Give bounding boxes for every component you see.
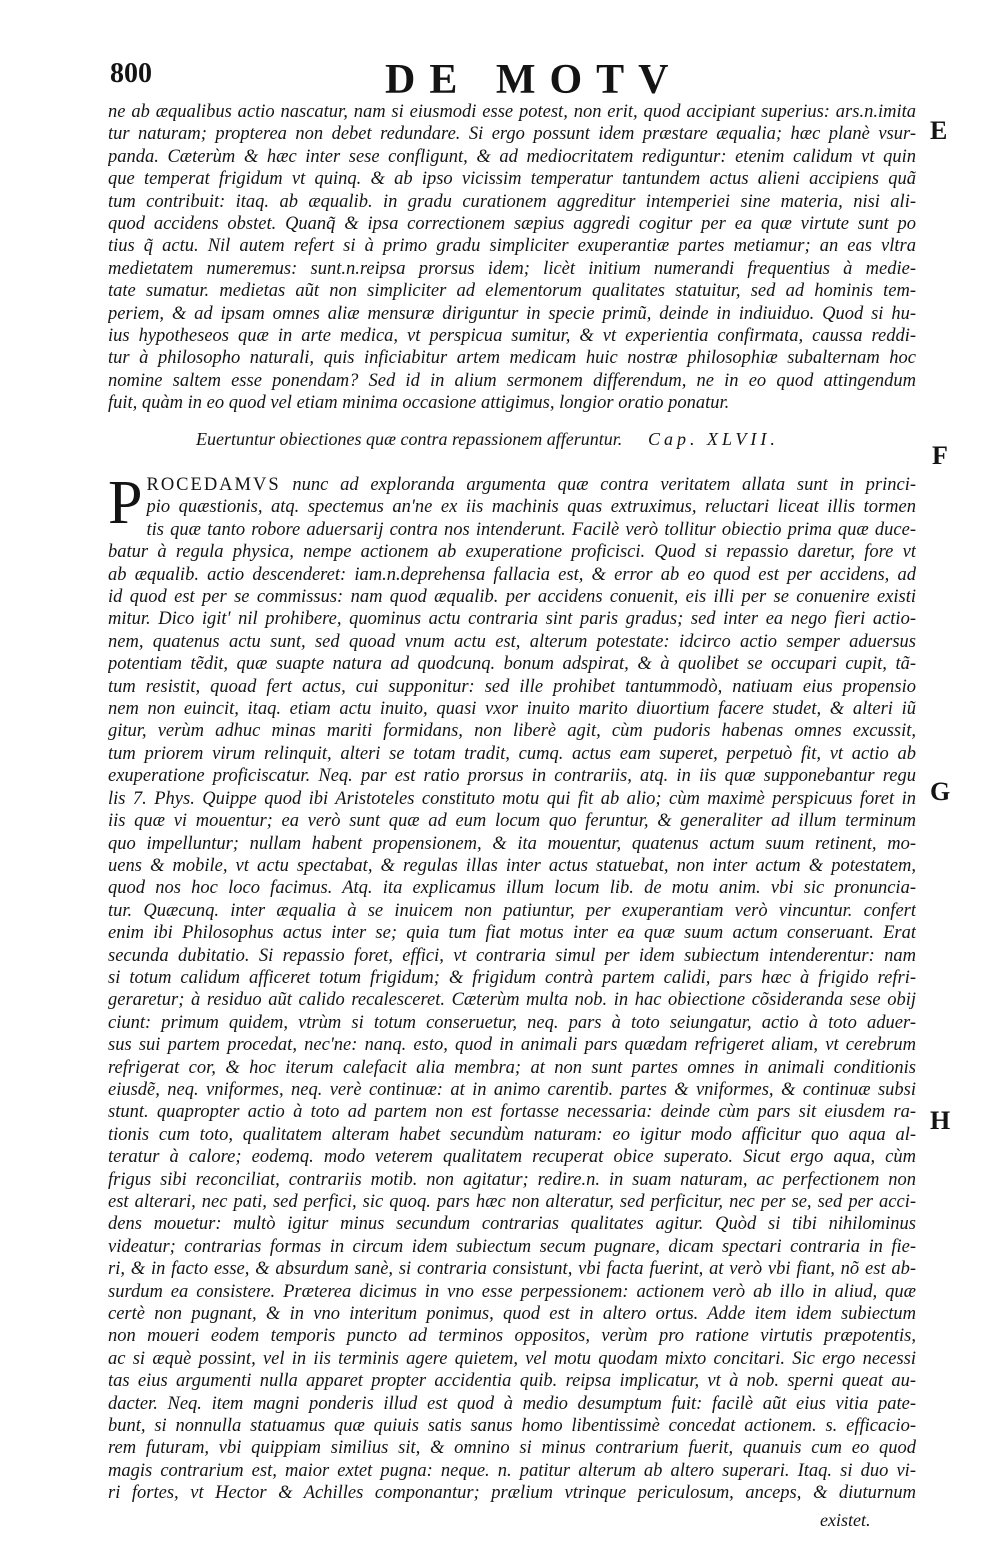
text-line: certè non pugnant, & in vno interitum ponimus, quod est in altero ortus. Adde item idem subiectum xyxy=(108,1304,916,1325)
catchword: existet. xyxy=(820,1510,871,1530)
chapter-heading xyxy=(196,429,876,450)
text-line: dens mouetur: multò igitur minus secundum contrarias qualitates agitur. Quòd si tibi nihilominus xyxy=(108,1214,916,1235)
text-line: pio quæstionis, atq. spectemus an'ne ex iis machinis quas extruximus, reluctari liceat illis tormen xyxy=(146,497,916,518)
text-line: periem, & ad ipsam omnes aliæ mensuræ diriguntur in specie primũ, deinde in indiuiduo. Quod si hu- xyxy=(108,303,916,324)
text-line: enim ibi Philosophus actus inter se; quia tum fiat motus inter ea quæ suum actum conseruant. Erat xyxy=(108,923,916,944)
margin-marker-g: G xyxy=(930,777,951,806)
text-line: est alterari, nec pati, sed perfici, sic quoq. pars hæc non alteratur, sed perficitur, nec per se, sed per acci- xyxy=(108,1192,916,1212)
text-line: refrigerat cor, & hoc iterum calefacit alia membra; at non sunt partes omnes in animali conditionis xyxy=(108,1057,916,1078)
text-line: ac si æquè possint, vel in iis terminis agere quietem, vel motu quodam mixto concitari. Sic ergo necessi xyxy=(108,1348,916,1369)
margin-marker-h: H xyxy=(930,1106,951,1135)
text-line: ciunt: primum quidem, vtrùm si totum conseruetur, neq. pars à toto seiungatur, actio à toto aduer- xyxy=(108,1012,916,1033)
text-line: geraretur; à residuo aũt calido recalesceret. Cæterùm multa nob. in hac obiectione cõsideranda sese obij xyxy=(108,990,916,1011)
text-line: stunt. quapropter actio à toto ad partem non est fortasse necessaria: deinde cùm pars sit eiusdem ra- xyxy=(108,1102,916,1123)
text-line: ius hypotheseos quæ in arte medica, vt perspicua sumitur, & vt experientia confirmata, caussa reddi- xyxy=(108,326,916,347)
text-line: ne ab æqualibus actio nascatur, nam si eiusmodi esse potest, non erit, quod accipiant superius: ars.n.imita xyxy=(108,102,916,122)
text-line: fuit, quàm in eo quod vel etiam minima occasione attigimus, longior oratio ponatur. xyxy=(108,393,730,414)
text-line: exuperatione proficiscatur. Neq. par est ratio prorsus in contrariis, atq. in iis quæ supponebantur regu xyxy=(108,766,916,787)
drop-capital: P xyxy=(108,469,143,537)
text-line: secunda dubitatio. Si repassio foret, effici, vt contraria simul per idem subiectum intenderentur: nam xyxy=(108,945,916,966)
text-line: ri, & in facto esse, & absurdum sanè, si contraria consistunt, vbi facta fuerint, at verò vbi fiant, nõ est ab- xyxy=(108,1259,916,1280)
text-line: si totum calidum afficeret totum frigidum; & frigidum contrà partem calidi, pars hæc à frigido refri- xyxy=(108,967,916,988)
text-line: magis contrarium est, maior extet pugna: neque. n. patitur alterum ab altero superari. Itaq. si duo vi- xyxy=(108,1460,916,1481)
text-line: lis 7. Phys. Quippe quod ibi Aristoteles constituto motu qui fit ab alio; cùm maximè perspicuus foret in xyxy=(108,788,916,809)
text-line: nem, quatenus actu sunt, sed quoad vnum actu est, alterum potestate: idcirco actio semper aduersus xyxy=(108,631,916,652)
text-line: tius q̃ actu. Nil autem refert si à primo gradu simpliciter exuperantiæ partes metiamur; an eas vltra xyxy=(108,236,916,257)
text-line: tum contribuit: itaq. ab æqualib. in gradu curationem aggreditur intemperiei sine materia, nisi ali- xyxy=(108,191,916,212)
text-line: panda. Cæterùm & hæc inter sese confligunt, & ad mediocritatem rediguntur: etenim calidum vt quin xyxy=(108,146,916,167)
page-number: 800 xyxy=(110,58,152,89)
text-line: mitur. Dico igit' nil prohibere, quominus actu contraria sint paris gradus; sed inter ea nego fieri actio- xyxy=(108,609,916,630)
text-line: tur à philosopho naturali, quis inficiabitur artem medicam huic nostræ philosophiæ subalternam hoc xyxy=(108,348,916,369)
paragraph-continued xyxy=(108,101,916,415)
chapter-title: Euertuntur obiectiones quæ contra repassionem afferuntur. xyxy=(196,429,623,449)
text-line: iis quæ vi mouentur; ea verò sunt quæ ad eum locum quo feruntur, & generaliter ad illum terminum xyxy=(108,811,916,832)
text-line-rest: nunc ad exploranda argumenta quæ contra veritatem allata sunt in princi- xyxy=(280,475,916,495)
text-line: frigus sibi reconciliat, contrariis motib. non agitatur; redire.n. in suam naturam, ac perfectionem non xyxy=(108,1169,916,1190)
text-line: quod accidens obstet. Quanq̃ & ipsa correctionem sæpius aggredi cogitur per ea quæ virtute sunt po xyxy=(108,214,916,235)
text-line: rem futuram, vbi quippiam similius sit, & omnino si minus contrarium fuerit, quanuis cum eo quod xyxy=(108,1438,916,1459)
running-head: DE MOTV xyxy=(385,57,683,103)
text-line: dacter. Neq. item magni ponderis illud est quod à medio desumptum fuit: facilè aũt eius vitia pate- xyxy=(108,1393,916,1414)
text-line: tur. Quæcunq. inter æqualia à se inuicem non patiuntur, per exuperantiam verò vincuntur. confert xyxy=(108,900,916,921)
text-line: tur naturam; propterea non debet redundare. Si ergo possunt idem præstare æqualia; hæc planè vsur- xyxy=(108,124,916,145)
text-line: medietatem numeremus: sunt.n.reipsa prorsus idem; licèt initium numerandi frequentius à medie- xyxy=(108,258,916,279)
text-line: non moueri eodem temporis puncto ad terminos oppositos, verùm pro ratione virtutis præpotentis, xyxy=(108,1326,916,1347)
text-line: ri fortes, vt Hector & Achilles componantur; prælium vtrinque periculosum, anceps, & diuturnum xyxy=(108,1483,916,1504)
text-line: tum resistit, quoad fert actus, cui supponitur: sed ille prohibet tantummodò, natiuam eius propensio xyxy=(108,676,916,697)
text-line: tate sumatur. medietas aũt non simpliciter ad elementorum qualitates statuitur, sed ad hominis tem- xyxy=(108,281,916,302)
text-line: uens & mobile, vt actu spectabat, & regulas illas inter actus statuebat, non inter actum & potestatem, xyxy=(108,855,916,876)
text-line: surdum ea consistere. Præterea dicimus in vno esse perpessionem: actionem verò ab illo in aliud, quæ xyxy=(108,1281,916,1302)
text-line: nem non euincit, itaq. etiam actu inuito, quasi vxor inuito marito diuortium facere studet, & alteri iũ xyxy=(108,699,916,720)
text-line: quo impelluntur; nullam habent propensionem, & ita mouentur, quatenus actum suum retinent, mo- xyxy=(108,833,916,854)
text-line xyxy=(146,474,916,496)
text-line: tas eius argumenti nulla apparet propter accidentia quib. reipsa implicatur, vt à nob. sperni queat au- xyxy=(108,1371,916,1392)
text-line: tis quæ tanto robore aduersarij contra nos intenderunt. Facilè verò tollitur obiectio prima quæ duce- xyxy=(146,519,916,540)
margin-marker-f: F xyxy=(932,441,948,470)
opening-word: ROCEDAMVS xyxy=(146,475,281,495)
text-line: nomine saltem esse ponendam? Sed id in alium sermonem differendum, ne in eo quod attingendum xyxy=(108,370,916,391)
text-line: quod nos hoc loco facimus. Atq. ita explicamus illum locum lib. de motu anim. vbi sic pronuncia- xyxy=(108,878,916,899)
text-line: bunt, si nonnulla statuamus quæ quiuis satis sanus homo libentissimè concedat actionem. s. efficacio- xyxy=(108,1416,916,1437)
text-line: teratur à calore; eodemq. modo veterem qualitatem recuperat obice superato. Sicut ergo aqua, cùm xyxy=(108,1147,916,1168)
text-line: batur à regula physica, nempe actionem ab exuperatione proficisci. Quod si repassio daretur, fore vt xyxy=(108,542,916,563)
chapter-number: Cap. XLVII. xyxy=(648,429,779,449)
text-line: gitur, verùm adhuc minas mariti formidans, non liberè agit, cùm pudoris habenas omnes excussit, xyxy=(108,721,916,742)
text-line: que temperat frigidum vt quinq. & ab ipso vicissim temperatur tantundem actus alieni accipiens quã xyxy=(108,169,916,190)
page-header xyxy=(110,58,930,106)
text-line: ab æqualib. actio descenderet: iam.n.deprehensa fallacia est, & error ab eo quod est per accidens, ad xyxy=(108,564,916,585)
text-line: eiusdẽ, neq. vniformes, neq. verè continuæ: at in animo carentib. partes & vniformes, & continuæ subsi xyxy=(108,1079,916,1100)
text-line: id quod est per se commissus: nam quod æqualib. per accidens conuenit, eis illi per se conuenire existi xyxy=(108,587,916,608)
text-line: tionis cum toto, qualitatem alteram habet secundùm naturam: eo igitur modo afficitur quo aqua al- xyxy=(108,1124,916,1145)
text-line: sus sui partem procedat, nec'ne: nanq. esto, quod in animali pars quædam refrigeret aliam, vt cerebrum xyxy=(108,1035,916,1056)
text-line: videatur; contrarias formas in circum idem subiectum secum pugnare, dicam spectari contraria in fie- xyxy=(108,1236,916,1257)
text-line: tum priorem virum relinquit, alteri se totam tradit, cumq. actus eam superet, perpetuò fit, vt actio ab xyxy=(108,743,916,764)
margin-marker-e: E xyxy=(930,116,948,145)
paragraph-chapter-opening xyxy=(108,469,916,1505)
text-line: potentiam tẽdit, quæ suapte natura ad quodcunq. bonum adspirat, & à quolibet se occupari cupit, tã- xyxy=(108,654,916,675)
